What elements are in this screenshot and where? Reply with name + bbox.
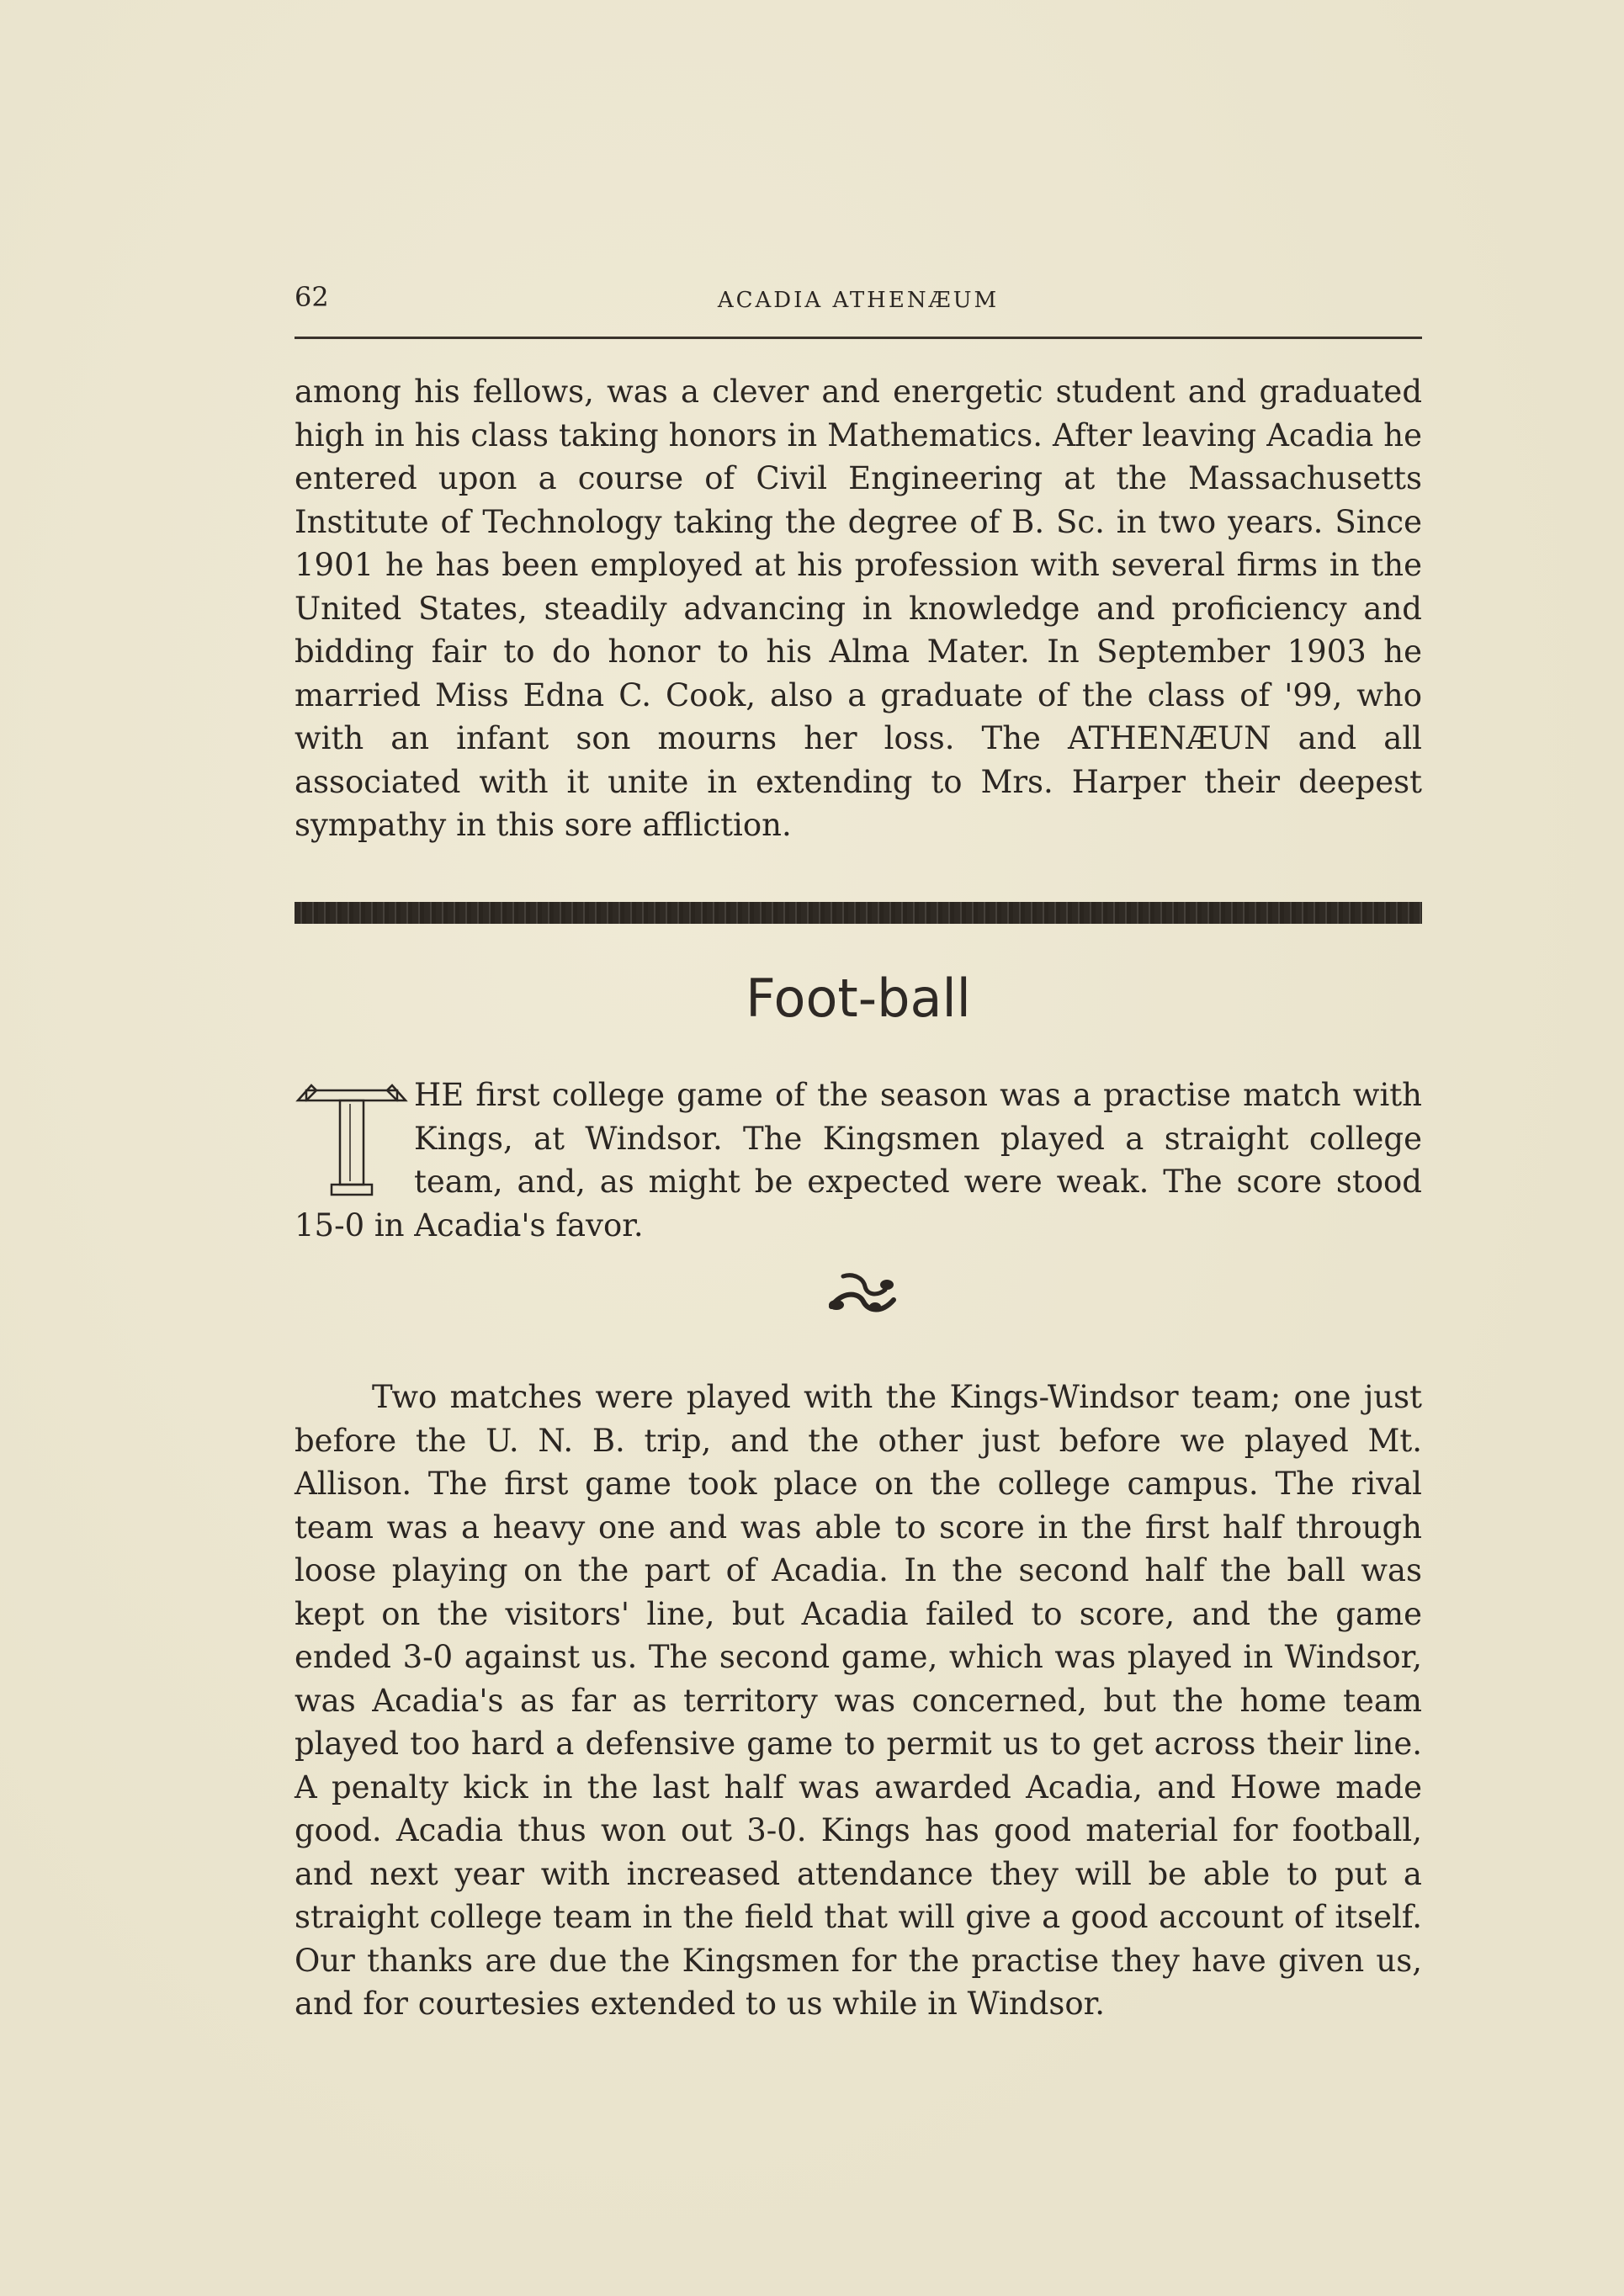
drop-cap-letter: [295, 1075, 409, 1201]
football-intro-section: [295, 1074, 1422, 1247]
section-heading: Foot-ball: [746, 968, 971, 1029]
obituary-paragraph: among his fellows, was a clever and energetic student and graduated high in his class taking honors in Mathematics. After leaving Acadia he entered upon a course of Civil Engineering at the Massachusetts Institute of Technology taking the degree of B. Sc. in two years. Since 1901 he has been employed at his profession with several firms in the United States, steadily advancing in knowledge and proficiency and bidding fair to do honor to his Alma Mater. In September 1903 he married Miss Edna C. Cook, also a graduate of the class of '99, who with an infant son mourns her loss. The ATHENÆUN and all associated with it unite in extending to Mrs. Harper their deepest sympathy in this sore affliction.: [295, 374, 1422, 843]
fleuron-icon: [825, 1266, 900, 1317]
intro-text: HE first college game of the season was a practise match with Kings, at Windsor. The Kingsmen played a straight college team, and, as might be expected were weak. The score stood 15-0 in Acadia's favor.: [295, 1077, 1422, 1243]
football-matches-section: [295, 1376, 1422, 2026]
journal-title: ACADIA ATHENÆUM: [717, 288, 1000, 313]
obituary-section: [295, 370, 1422, 847]
running-head: [295, 278, 1422, 339]
football-intro-paragraph: [295, 1074, 1422, 1247]
football-matches-paragraph: Two matches were played with the Kings-Windsor team; one just before the U. N. B. trip, and the other just before we played Mt. Allison. The first game took place on the college campus. The rival team was a heavy one and was able to score in the first half through loose playing on the part of Acadia. In the second half the ball was kept on the visitors' line, but Acadia failed to score, and the game ended 3-0 against us. The second game, which was played in Windsor, was Acadia's as far as territory was concerned, but the home team played too hard a defensive game to permit us to get across their line. A penalty kick in the last half was awarded Acadia, and Howe made good. Acadia thus won out 3-0. Kings has good material for football, and next year with increased attendance they will be able to put a straight college team in the field that will give a good account of itself. Our thanks are due the Kingsmen for the practise they have given us, and for courtesies extended to us while in Windsor.: [295, 1379, 1422, 2022]
page-number: 62: [295, 281, 329, 313]
section-divider-bar: [295, 902, 1422, 924]
